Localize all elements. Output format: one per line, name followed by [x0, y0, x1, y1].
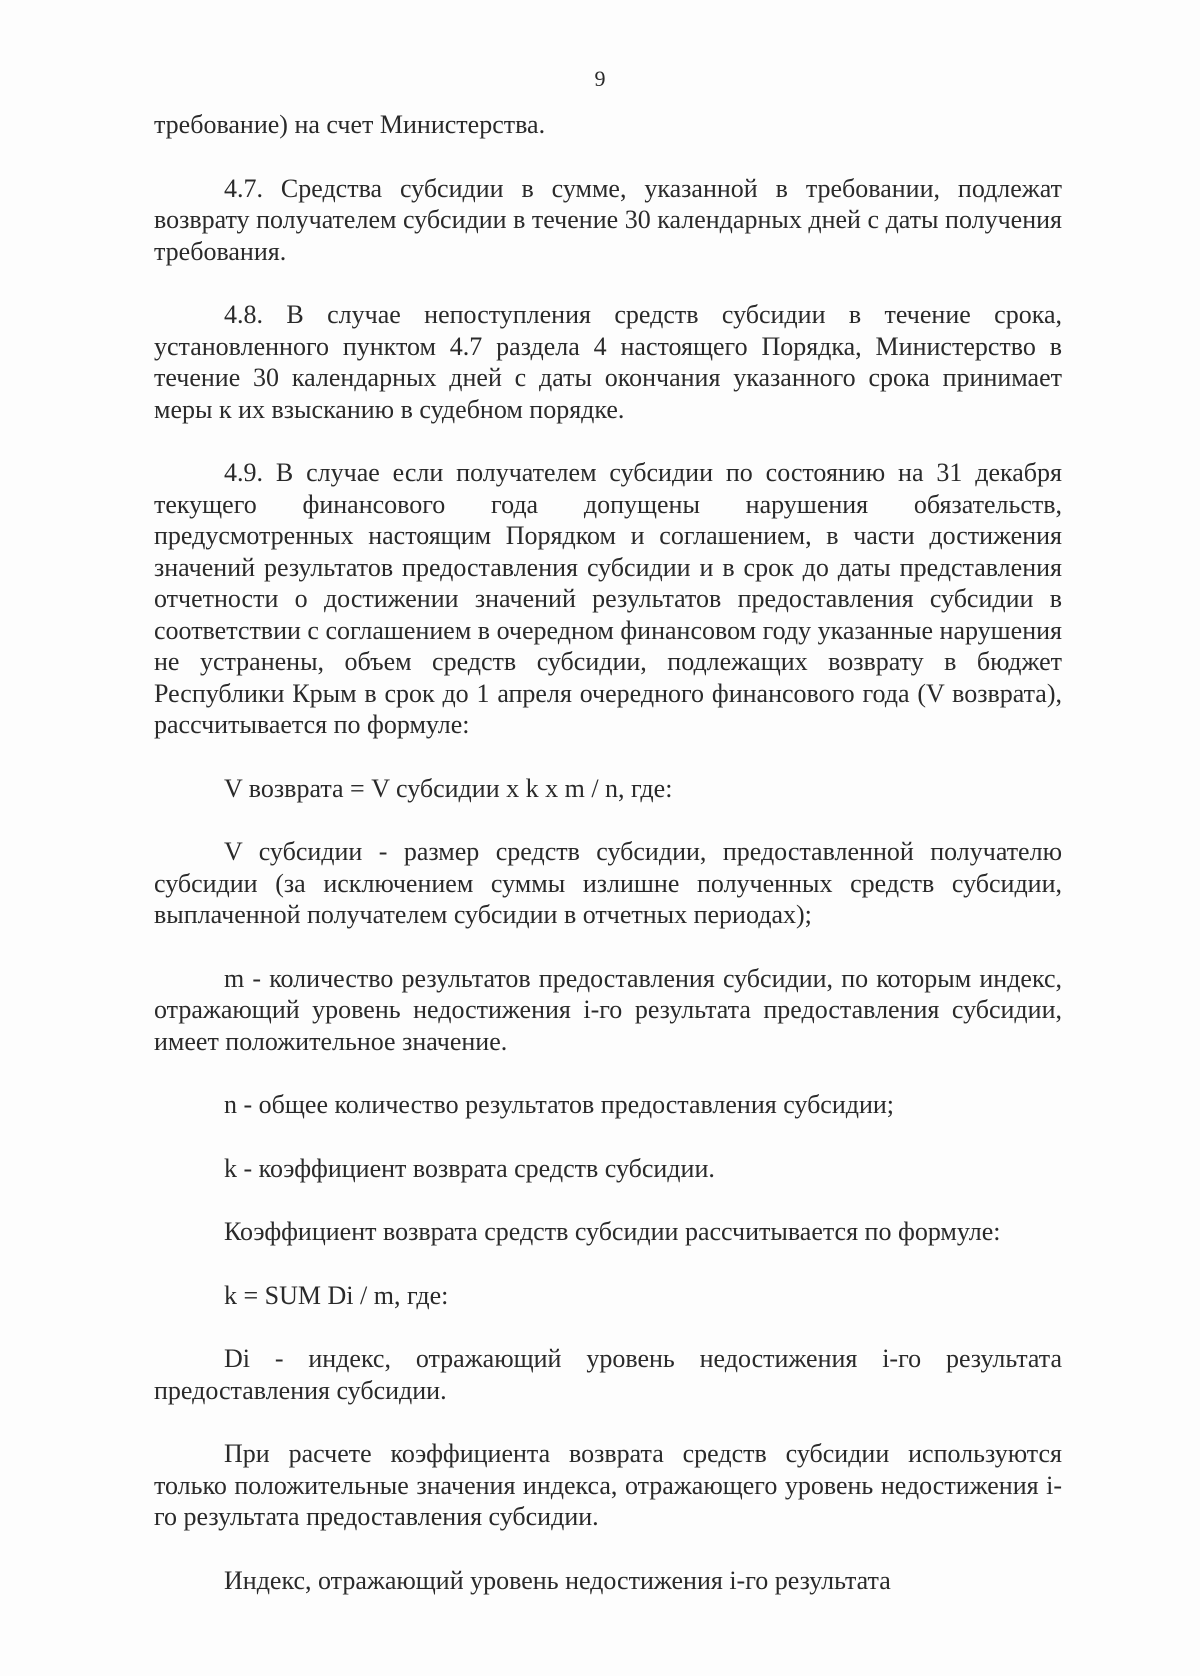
- paragraph-4-9: 4.9. В случае если получателем субсидии по состоянию на 31 декабря текущего финансового года допущены нарушения обязательств, предусмотренных настоящим Порядком и соглашением, в части достижения значений результатов предоставления субсидии и в срок до даты представления отчетности о достижении значений результатов предоставления субсидии в соответствии с соглашением в очередном финансовом году указанные нарушения не устранены, объем средств субсидии, подлежащих возврату в бюджет Республики Крым в срок до 1 апреля очередного финансового года (V возврата), рассчитывается по формуле:: [154, 458, 1062, 739]
- definition-n: n - общее количество результатов предоставления субсидии;: [224, 1090, 895, 1119]
- paragraph-4-7: 4.7. Средства субсидии в сумме, указанной в требовании, подлежат возврату получателем субсидии в течение 30 календарных дней с даты получения требования.: [154, 173, 1062, 266]
- formula-v-return: V возврата = V субсидии x k x m / n, где:: [224, 773, 673, 803]
- coefficient-intro: Коэффициент возврата средств субсидии рассчитывается по формуле:: [224, 1217, 1001, 1246]
- paragraph-continuation: требование) на счет Министерства.: [154, 110, 546, 139]
- definition-m: m - количество результатов предоставления субсидии, по которым индекс, отражающий уровень недостижения i-го результата предоставления субсидии, имеет положительное значение.: [154, 963, 1062, 1056]
- paragraph-positive-values: При расчете коэффициента возврата средств субсидии используются только положительные значения индекса, отражающего уровень недостижения i-го результата предоставления субсидии.: [154, 1439, 1062, 1531]
- document-body: [154, 109, 1062, 1596]
- definition-v-subsidy: V субсидии - размер средств субсидии, предоставленной получателю субсидии (за исключением суммы излишне полученных средств субсидии, выплаченной получателем субсидии в отчетных периодах);: [154, 837, 1062, 929]
- paragraph-4-8: 4.8. В случае непоступления средств субсидии в течение срока, установленного пунктом 4.7 раздела 4 настоящего Порядка, Министерство в течение 30 календарных дней с даты окончания указанного срока принимает меры к их взысканию в судебном порядке.: [154, 300, 1062, 424]
- page-number: 9: [594, 66, 606, 91]
- definition-di: Di - индекс, отражающий уровень недостижения i-го результата предоставления субсидии.: [154, 1344, 1062, 1405]
- formula-k: k = SUM Di / m, где:: [224, 1280, 449, 1310]
- definition-k: k - коэффициент возврата средств субсидии.: [224, 1153, 715, 1183]
- paragraph-index-continued: Индекс, отражающий уровень недостижения i-го результата: [224, 1565, 891, 1595]
